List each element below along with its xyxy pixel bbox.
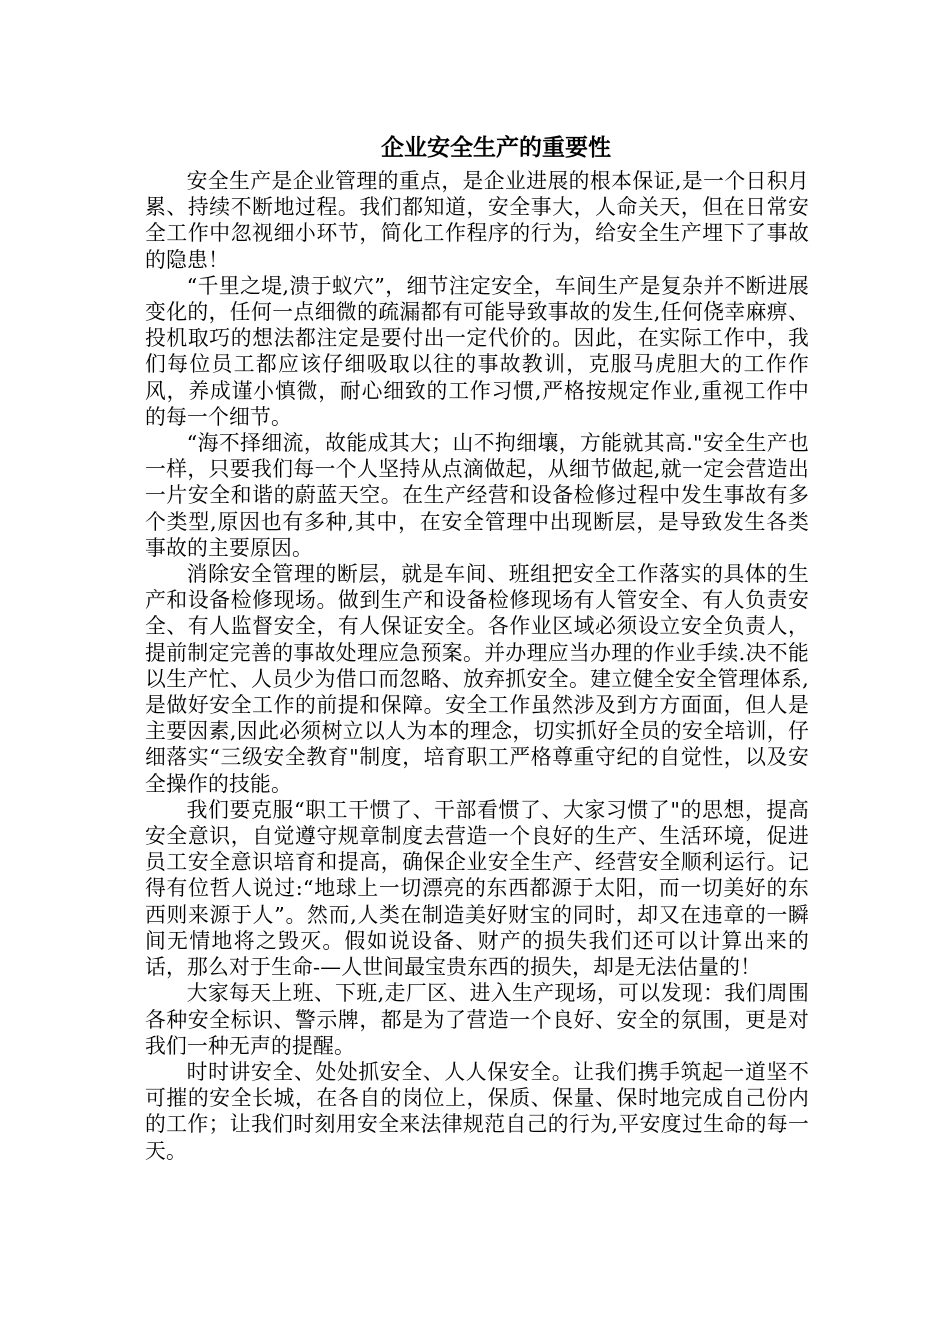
document-title: 企业安全生产的重要性	[381, 134, 611, 161]
paragraph-2: “千里之堤,溃于蚁穴”，细节注定安全，车间生产是复杂并不断进展变化的，任何一点细微的疏漏都有可能导致事故的发生,任何侥幸麻痹、投机取巧的想法都注定是要付出一定代价的。因此，在实际工作中，我们每位员工都应该仔细吸取以往的事故教训，克服马虎胆大的工作作风，养成谨小慎微，耐心细致的工作习惯,严格按规定作业,重视工作中的每一个细节。	[145, 273, 809, 429]
paragraph-7: 时时讲安全、处处抓安全、人人保安全。让我们携手筑起一道坚不可摧的安全长城，在各自的岗位上，保质、保量、保时地完成自己份内的工作；让我们时刻用安全来法律规范自己的行为,平安度过生命的每一天。	[145, 1059, 809, 1163]
paragraph-1: 安全生产是企业管理的重点，是企业进展的根本保证,是一个日积月累、持续不断地过程。我们都知道，安全事大，人命关天，但在日常安全工作中忽视细小环节，简化工作程序的行为，给安全生产埋下了事故的隐患！	[145, 169, 809, 272]
paragraph-3: “海不择细流，故能成其大；山不拘细壤，方能就其高."安全生产也一样，只要我们每一个人坚持从点滴做起，从细节做起,就一定会营造出一片安全和谐的蔚蓝天空。在生产经营和设备检修过程中发生事故有多个类型,原因也有多种,其中，在安全管理中出现断层，是导致发生各类事故的主要原因。	[145, 431, 809, 560]
paragraph-5: 我们要克服“职工干惯了、干部看惯了、大家习惯了"的思想，提高安全意识，自觉遵守规章制度去营造一个良好的生产、生活环境，促进员工安全意识培育和提高，确保企业安全生产、经营安全顺利运行。记得有位哲人说过:“地球上一切漂亮的东西都源于太阳，而一切美好的东西则来源于人”。然而,人类在制造美好财宝的同时，却又在违章的一瞬间无情地将之毁灭。假如说设备、财产的损失我们还可以计算出来的话，那么对于生命-—人世间最宝贵东西的损失，却是无法估量的！	[145, 797, 809, 980]
paragraph-4: 消除安全管理的断层，就是车间、班组把安全工作落实的具体的生产和设备检修现场。做到生产和设备检修现场有人管安全、有人负责安全、有人监督安全，有人保证安全。各作业区域必须设立安全负责人，提前制定完善的事故处理应急预案。并办理应当办理的作业手续.决不能以生产忙、人员少为借口而忽略、放弃抓安全。建立健全安全管理体系,是做好安全工作的前提和保障。安全工作虽然涉及到方方面面，但人是主要因素,因此必须树立以人为本的理念，切实抓好全员的安全培训，仔细落实“三级安全教育"制度，培育职工严格尊重守纪的自觉性，以及安全操作的技能。	[145, 562, 809, 796]
paragraph-6: 大家每天上班、下班,走厂区、进入生产现场，可以发现：我们周围各种安全标识、警示牌，都是为了营造一个良好、安全的氛围，更是对我们一种无声的提醒。	[145, 981, 809, 1058]
document-body	[145, 128, 809, 1164]
